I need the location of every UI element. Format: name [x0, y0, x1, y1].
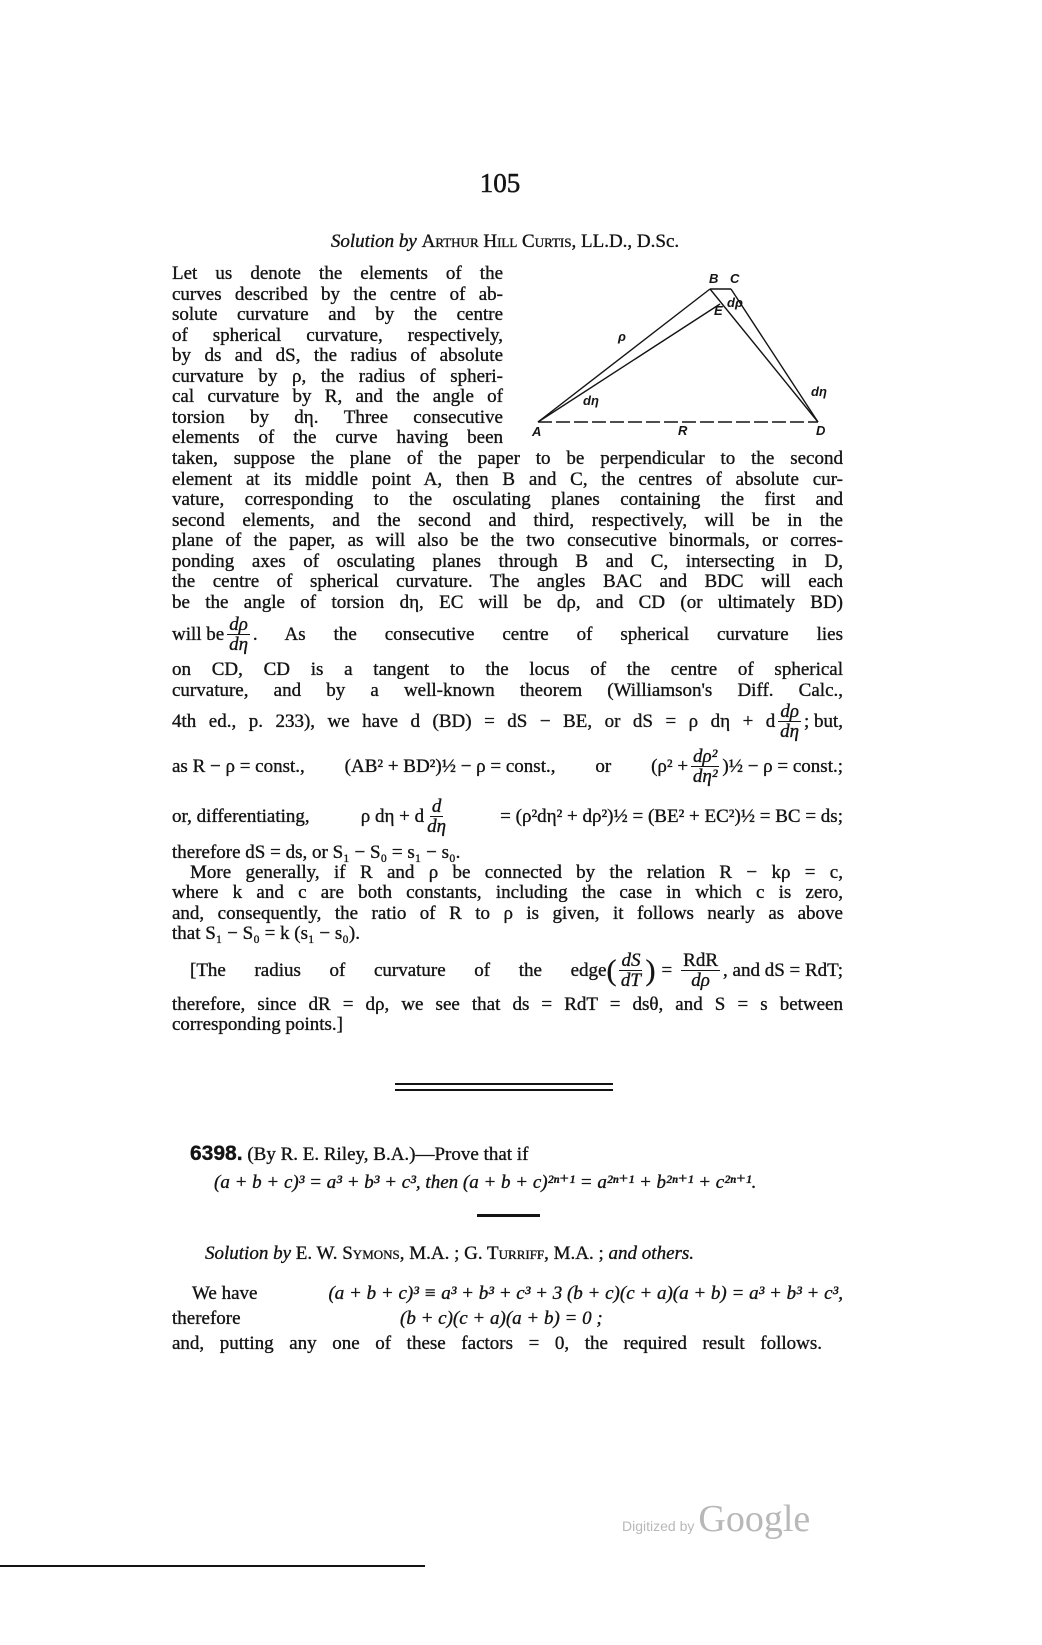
denominator: dη² [692, 765, 718, 787]
text-segment: , and dS = RdT; [723, 959, 843, 981]
text-line: taken, suppose the plane of the paper to be perpendicular to the second [172, 448, 843, 469]
label-A: A [532, 424, 542, 439]
text-segment: as R − ρ = const., [172, 755, 305, 777]
text-segment: [The radius of curvature of the edge [190, 959, 607, 981]
denominator: dη [427, 815, 447, 837]
google-watermark [622, 1497, 810, 1541]
author-name: Arthur Hill Curtis [421, 231, 572, 252]
text-line: ponding axes of osculating planes through B and C, intersecting in D, [172, 551, 843, 572]
text-segment: or [595, 755, 612, 777]
text-line: of spherical curvature, respectively, [172, 325, 503, 346]
text-segment: = (ρ²dη² + dρ²)½ = (BE² + EC²)½ = BC = ds; [500, 805, 843, 827]
text-line: Let us denote the elements of the [172, 263, 503, 284]
text-line: second elements, and the second and third, respectively, will be in the [172, 510, 843, 531]
torsion-diagram [528, 268, 848, 443]
equals-sign: = [661, 959, 673, 981]
equation-line [172, 744, 843, 788]
text-line: curvature, and by a well-known theorem (Williamson's Diff. Calc., [172, 680, 843, 701]
math-expression: (a + b + c)³ ≡ a³ + b³ + c³ + 3 (b + c)(c + a)(a + b) = a³ + b³ + c³, [328, 1283, 843, 1304]
line-AB [538, 289, 710, 422]
fraction [681, 951, 720, 990]
numerator: RdR [683, 949, 719, 971]
equation-line [172, 1308, 843, 1329]
label-d-eta-left: dη [583, 393, 599, 408]
text-line: cal curvature by R, and the angle of [172, 386, 503, 407]
fraction [691, 747, 719, 786]
section-divider-top [395, 1083, 613, 1085]
text-line: where k and c are both constants, including the case in which c is zero, [172, 882, 843, 903]
fraction [778, 702, 801, 741]
author-names: E. W. Symons, M.A. ; G. Turriff, M.A. ; [295, 1243, 604, 1264]
text-segment: ρ dη + d [360, 805, 425, 827]
page-bottom-line [0, 1565, 425, 1567]
text-line: the centre of spherical curvature. The angles BAC and BDC will each [172, 571, 843, 592]
numerator: dρ [780, 700, 799, 722]
text-line: on CD, CD is a tangent to the locus of the centre of spherical [172, 659, 843, 680]
text-line: torsion by dη. Three consecutive [172, 407, 503, 428]
and-others: and others. [608, 1243, 695, 1264]
label-C: C [730, 271, 740, 286]
page-number: 105 [479, 168, 521, 198]
watermark-small: Digitized by [622, 1518, 695, 1534]
solution2-heading [205, 1243, 845, 1264]
line-CD [731, 289, 818, 422]
fraction [227, 615, 250, 654]
text-line: More generally, if R and ρ be connected by the relation R − kρ = c, [190, 862, 843, 883]
label-R: R [678, 423, 688, 438]
text-segment: or, differentiating, [172, 805, 310, 827]
section-divider-bottom [395, 1089, 613, 1091]
text-segment: therefore [172, 1308, 241, 1329]
label-D: D [816, 423, 826, 438]
text-segment: (AB² + BD²)½ − ρ = const., [344, 755, 556, 777]
text-line: be the angle of torsion dη, EC will be dρ, and CD (or ultimately BD) [172, 592, 843, 613]
equation-line [172, 614, 843, 654]
text-line: elements of the curve having been [172, 427, 503, 448]
solution-heading [0, 231, 1010, 253]
text-line: element at its middle point A, then B and C, the centres of absolute cur- [172, 469, 843, 490]
text-line: corresponding points.] [172, 1014, 343, 1035]
numerator: dρ² [693, 745, 718, 767]
problem-statement [190, 1143, 790, 1165]
text-line: and, putting any one of these factors = 0, the required result follows. [172, 1333, 822, 1354]
math-expression: (b + c)(c + a)(a + b) = 0 ; [400, 1308, 603, 1329]
label-rho: ρ [618, 329, 626, 344]
numerator: d [431, 795, 442, 817]
denominator: dη [780, 720, 800, 742]
text-segment: ; but, [803, 710, 843, 732]
text-line: curvature by ρ, the radius of spheri- [172, 366, 503, 387]
text-line: that S₁ − S₀ = k (s₁ − s₀). [172, 923, 360, 944]
denominator: dρ [691, 969, 710, 991]
text-line: vature, corresponding to the osculating planes containing the first and [172, 489, 843, 510]
text-segment: )½ − ρ = const.; [722, 755, 843, 777]
text-line: therefore dS = ds, or S₁ − S₀ = s₁ − s₀. [172, 842, 461, 863]
label-d-rho: dρ [727, 295, 743, 310]
fraction [619, 951, 642, 990]
problem-text: (By R. E. Riley, B.A.)—Prove that if [247, 1144, 529, 1165]
author-degrees: , LL.D., D.Sc. [571, 231, 680, 252]
label-d-eta-right: dη [811, 384, 827, 399]
label-E: E [714, 303, 723, 318]
solution-by-label: Solution by [330, 231, 417, 252]
text-segment: (ρ² + [651, 755, 689, 777]
denominator: dη [229, 633, 249, 655]
line-AE [538, 304, 720, 422]
equation-line [192, 1283, 843, 1304]
text-line: therefore, since dR = dρ, we see that ds = RdT = dsθ, and S = s between [172, 994, 843, 1015]
problem-number: 6398. [190, 1142, 243, 1165]
equation-line [172, 794, 843, 838]
short-divider [477, 1214, 540, 1217]
text-line: and, consequently, the ratio of R to ρ is given, it follows nearly as above [172, 903, 843, 924]
text-segment: . As the consecutive centre of spherical curvature lies [252, 623, 843, 645]
equation-line: [The radius of curvature of the edge ( $\frac{dS}{dT}$ ) = $\frac{\text{RdR}}{d\rho}$ , and dS = RdT; [190, 949, 843, 991]
problem-equation: (a + b + c)³ = a³ + b³ + c³, then (a + b + c)²ⁿ⁺¹ = a²ⁿ⁺¹ + b²ⁿ⁺¹ + c²ⁿ⁺¹. [214, 1172, 757, 1193]
equation-line [172, 700, 843, 742]
text-segment: will be [172, 623, 225, 645]
text-line: curves described by the centre of ab- [172, 284, 503, 305]
solution-by-label: Solution by [205, 1243, 292, 1264]
numerator: dS [621, 949, 641, 971]
text-line: by ds and dS, the radius of absolute [172, 345, 503, 366]
text-line: solute curvature and by the centre [172, 304, 503, 325]
numerator: dρ [229, 613, 248, 635]
fraction [427, 797, 446, 836]
text-segment: We have [192, 1283, 258, 1304]
text-segment: 4th ed., p. 233), we have d (BD) = dS − BE, or dS = ρ dη + d [172, 710, 776, 732]
label-B: B [709, 271, 719, 286]
denominator: dT [620, 969, 641, 991]
text-line: plane of the paper, as will also be the two consecutive binormals, or corres- [172, 530, 843, 551]
watermark-logo: Google [698, 1498, 811, 1540]
